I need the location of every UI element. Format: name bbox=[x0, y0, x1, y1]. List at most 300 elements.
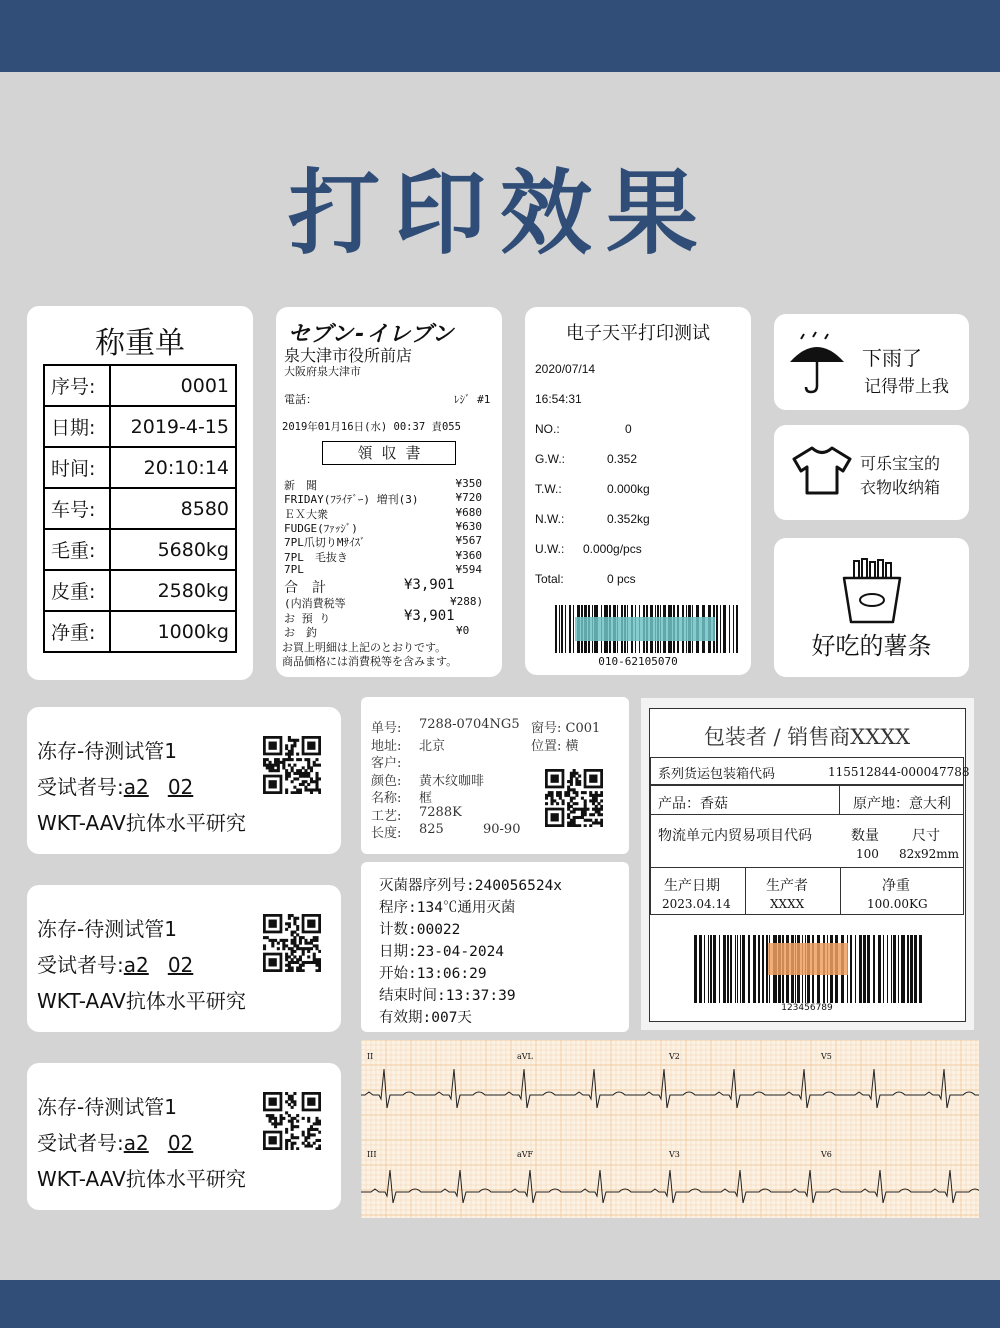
qr-module bbox=[302, 969, 305, 972]
qr-module bbox=[291, 744, 294, 747]
qr-module bbox=[315, 944, 318, 947]
qr-module bbox=[288, 925, 291, 928]
qr-module bbox=[318, 764, 321, 767]
qr-module bbox=[271, 944, 274, 947]
qr-module bbox=[581, 791, 584, 794]
qr-module bbox=[266, 764, 269, 767]
qr-module bbox=[293, 922, 296, 925]
qr-module bbox=[573, 769, 576, 772]
qr-module bbox=[291, 933, 294, 936]
qr-module bbox=[277, 766, 280, 769]
qr-module bbox=[597, 802, 600, 805]
barcode-bar bbox=[561, 605, 563, 653]
order-row-value: 825 bbox=[419, 822, 444, 837]
qr-module bbox=[315, 939, 318, 942]
qr-module bbox=[304, 786, 307, 789]
qr-module bbox=[266, 1114, 269, 1117]
tube-subject-a: a2 bbox=[123, 775, 149, 799]
qr-module bbox=[313, 788, 316, 791]
receipt-item bbox=[284, 563, 482, 577]
qr-module bbox=[296, 788, 299, 791]
qr-module bbox=[315, 1139, 318, 1142]
qr-module bbox=[595, 821, 598, 824]
umbrella-line-1: 下雨了 bbox=[862, 346, 922, 370]
barcode-bar bbox=[859, 935, 862, 1003]
qr-module bbox=[575, 791, 578, 794]
qr-module bbox=[313, 1142, 316, 1145]
qr-module bbox=[291, 969, 294, 972]
qr-module bbox=[315, 1120, 318, 1123]
qr-module bbox=[293, 1125, 296, 1128]
qr-module bbox=[584, 824, 587, 827]
carton-trade-label: 物流单元内贸易项目代码 bbox=[658, 828, 812, 844]
qr-module bbox=[562, 799, 565, 802]
carton-label bbox=[641, 698, 974, 1030]
qr-module bbox=[313, 761, 316, 764]
receipt-item-name: ＥＸ大衆 bbox=[284, 507, 328, 521]
qr-module bbox=[567, 786, 570, 789]
qr-module bbox=[310, 791, 313, 794]
ecg-lead-label: aVL bbox=[517, 1052, 533, 1061]
qr-module bbox=[304, 788, 307, 791]
qr-module bbox=[567, 780, 570, 783]
tube-subject bbox=[37, 949, 193, 978]
qr-module bbox=[307, 947, 310, 950]
barcode-bar bbox=[748, 935, 750, 1003]
qr-module bbox=[277, 769, 280, 772]
qr-module bbox=[293, 920, 296, 923]
qr-module bbox=[581, 808, 584, 811]
qr-module bbox=[299, 966, 302, 969]
qr-module bbox=[302, 950, 305, 953]
ecg-lead-label: III bbox=[367, 1150, 377, 1159]
qr-module bbox=[600, 821, 603, 824]
qr-module bbox=[548, 791, 551, 794]
qr-module bbox=[597, 794, 600, 797]
table-row: 车号: 8580 bbox=[44, 488, 236, 529]
order-row-key: 工艺: bbox=[371, 808, 402, 824]
qr-module bbox=[299, 791, 302, 794]
barcode-bar bbox=[719, 935, 720, 1003]
barcode-bar bbox=[762, 935, 764, 1003]
qr-module bbox=[307, 961, 310, 964]
qr-module bbox=[285, 939, 288, 942]
receipt-change-label: お 釣 bbox=[284, 626, 317, 639]
qr-module bbox=[296, 917, 299, 920]
order-dims: 90-90 bbox=[483, 822, 521, 837]
qr-module bbox=[545, 797, 548, 800]
qr-module bbox=[277, 764, 280, 767]
qr-module bbox=[573, 816, 576, 819]
balance-barcode-number: 010-62105070 bbox=[598, 655, 678, 668]
balance-row-key: N.W.: bbox=[535, 512, 565, 526]
qr-module bbox=[274, 758, 277, 761]
qr-module bbox=[296, 777, 299, 780]
barcode-bar bbox=[699, 935, 702, 1003]
qr-module bbox=[299, 769, 302, 772]
qr-module bbox=[263, 947, 266, 950]
qr-module bbox=[551, 797, 554, 800]
table-row: 皮重: 2580kg bbox=[44, 570, 236, 611]
tube-label bbox=[27, 707, 341, 854]
receipt-tax-label: (内消費税等 bbox=[284, 597, 346, 610]
qr-module bbox=[592, 799, 595, 802]
qr-module bbox=[310, 777, 313, 780]
qr-module bbox=[296, 925, 299, 928]
qr-module bbox=[293, 1142, 296, 1145]
qr-module bbox=[589, 819, 592, 822]
qr-module bbox=[291, 747, 294, 750]
qr-module bbox=[589, 824, 592, 827]
qr-module bbox=[315, 958, 318, 961]
qr-module bbox=[307, 1131, 310, 1134]
qr-module bbox=[291, 1120, 294, 1123]
qr-module bbox=[313, 1133, 316, 1136]
qr-module bbox=[315, 969, 318, 972]
receipt-paid-value: ¥3,901 bbox=[404, 608, 455, 624]
qr-module bbox=[291, 780, 294, 783]
qr-module bbox=[553, 799, 556, 802]
receipt-total-value: ¥3,901 bbox=[404, 577, 455, 593]
qr-module bbox=[318, 1122, 321, 1125]
qr-module bbox=[291, 1122, 294, 1125]
qr-module bbox=[296, 958, 299, 961]
qr-module bbox=[575, 772, 578, 775]
qr-module bbox=[318, 777, 321, 780]
qr-module bbox=[285, 775, 288, 778]
qr-module bbox=[296, 1147, 299, 1150]
qr-module bbox=[285, 1092, 288, 1095]
qr-module bbox=[302, 1117, 305, 1120]
qr-module bbox=[302, 783, 305, 786]
qr-module bbox=[296, 758, 299, 761]
qr-module bbox=[307, 1142, 310, 1145]
carton-origin: 原产地：意大利 bbox=[853, 796, 951, 812]
qr-module bbox=[570, 775, 573, 778]
qr-module bbox=[296, 772, 299, 775]
qr-module bbox=[575, 777, 578, 780]
qr-module bbox=[570, 799, 573, 802]
qr-module bbox=[548, 794, 551, 797]
qr-module bbox=[575, 824, 578, 827]
order-row-key: 颜色: bbox=[371, 773, 402, 789]
qr-module bbox=[315, 786, 318, 789]
qr-module bbox=[318, 969, 321, 972]
receipt-item-price: ¥350 bbox=[455, 477, 482, 490]
barcode-bar bbox=[713, 935, 716, 1003]
qr-module bbox=[285, 753, 288, 756]
qr-module bbox=[318, 791, 321, 794]
carton-product: 产品：香菇 bbox=[658, 796, 728, 812]
page-title: 打印效果 bbox=[287, 160, 712, 267]
barcode-bar bbox=[716, 605, 718, 653]
qr-module bbox=[288, 1139, 291, 1142]
receipt bbox=[276, 307, 502, 677]
qr-module bbox=[304, 775, 307, 778]
receipt-item-price: ¥360 bbox=[455, 548, 482, 562]
receipt-item-price: ¥680 bbox=[455, 505, 482, 519]
barcode-bar bbox=[878, 935, 881, 1003]
qr-module bbox=[589, 813, 592, 816]
barcode-bar bbox=[710, 935, 712, 1003]
order-row-key: 客户: bbox=[371, 756, 402, 771]
qr-module bbox=[291, 931, 294, 934]
qr-module bbox=[293, 939, 296, 942]
qr-module bbox=[299, 775, 302, 778]
qr-module bbox=[288, 1095, 291, 1098]
qr-module bbox=[296, 1136, 299, 1139]
barcode-bar bbox=[758, 935, 760, 1003]
qr-module bbox=[293, 1103, 296, 1106]
qr-module bbox=[282, 947, 285, 950]
qr-module bbox=[299, 964, 302, 967]
qr-module bbox=[288, 775, 291, 778]
tube-study: WKT-AAV抗体水平研究 bbox=[37, 989, 246, 1013]
barcode-bar bbox=[893, 935, 896, 1003]
qr-finder bbox=[589, 775, 597, 783]
sterilizer-row: 计数:00022 bbox=[379, 922, 461, 938]
qr-module bbox=[313, 1128, 316, 1131]
qr-module bbox=[592, 802, 595, 805]
qr-module bbox=[291, 739, 294, 742]
qr-module bbox=[296, 753, 299, 756]
qr-module bbox=[269, 939, 272, 942]
qr-module bbox=[318, 964, 321, 967]
weighing-title: 称重单 bbox=[95, 326, 185, 361]
qr-module bbox=[581, 813, 584, 816]
qr-module bbox=[318, 1139, 321, 1142]
qr-module bbox=[269, 766, 272, 769]
qr-module bbox=[573, 819, 576, 822]
qr-module bbox=[285, 928, 288, 931]
qr-module bbox=[293, 742, 296, 745]
receipt-item-name: 7PL bbox=[284, 562, 304, 576]
qr-module bbox=[302, 964, 305, 967]
qr-module bbox=[285, 922, 288, 925]
qr-module bbox=[307, 1144, 310, 1147]
qr-module bbox=[310, 1144, 313, 1147]
qr-module bbox=[302, 1133, 305, 1136]
qr-module bbox=[564, 791, 567, 794]
qr-module bbox=[285, 955, 288, 958]
qr-module bbox=[277, 942, 280, 945]
carton-code-label: 系列货运包装箱代码 bbox=[658, 767, 776, 782]
order-row-value: 7288-0704NG5 bbox=[419, 717, 520, 732]
receipt-item-name: 7PL爪切りMｻｲｽﾞ bbox=[284, 536, 366, 550]
qr-module bbox=[570, 805, 573, 808]
balance-date: 2020/07/14 bbox=[535, 362, 596, 376]
qr-module bbox=[551, 794, 554, 797]
barcode-bar bbox=[907, 935, 909, 1003]
qr-module bbox=[318, 966, 321, 969]
receipt-footer-1: お買上明細は上記のとおりです。 bbox=[282, 641, 447, 654]
qr-module bbox=[285, 1142, 288, 1145]
qr-module bbox=[575, 794, 578, 797]
weighing-table bbox=[43, 364, 237, 653]
qr-module bbox=[307, 766, 310, 769]
qr-module bbox=[291, 769, 294, 772]
qr-module bbox=[573, 821, 576, 824]
qr-module bbox=[296, 1114, 299, 1117]
qr-module bbox=[282, 939, 285, 942]
qr-module bbox=[570, 819, 573, 822]
qr-module bbox=[271, 769, 274, 772]
umbrella-label bbox=[774, 314, 969, 410]
qr-module bbox=[271, 942, 274, 945]
qr-module bbox=[291, 1100, 294, 1103]
order-row-value: 黄木纹咖啡 bbox=[419, 773, 485, 789]
qr-module bbox=[288, 755, 291, 758]
qr-module bbox=[288, 772, 291, 775]
qr-module bbox=[293, 772, 296, 775]
qr-module bbox=[567, 788, 570, 791]
qr-module bbox=[313, 944, 316, 947]
qr-module bbox=[575, 816, 578, 819]
qr-module bbox=[299, 942, 302, 945]
balance-row-value: 0 bbox=[625, 422, 632, 436]
carton-date-label: 生产日期 bbox=[664, 878, 720, 894]
qr-module bbox=[592, 821, 595, 824]
qr-module bbox=[299, 936, 302, 939]
qr-finder bbox=[307, 920, 315, 928]
bottom-banner bbox=[0, 1280, 1000, 1328]
barcode-bar bbox=[887, 935, 888, 1003]
tube-title: 冻存-待测试管1 bbox=[37, 917, 177, 941]
receipt-item-price: ¥594 bbox=[455, 562, 482, 576]
qr-finder bbox=[269, 920, 277, 928]
qr-module bbox=[595, 808, 598, 811]
qr-module bbox=[592, 794, 595, 797]
qr-module bbox=[271, 1122, 274, 1125]
qr-module bbox=[573, 775, 576, 778]
qr-module bbox=[567, 794, 570, 797]
qr-module bbox=[310, 939, 313, 942]
qr-module bbox=[304, 1139, 307, 1142]
qr-module bbox=[313, 780, 316, 783]
qr-module bbox=[313, 958, 316, 961]
ecg-lead-label: V2 bbox=[669, 1052, 680, 1061]
qr-module bbox=[559, 791, 562, 794]
qr-module bbox=[581, 797, 584, 800]
qr-module bbox=[600, 813, 603, 816]
qr-module bbox=[288, 1114, 291, 1117]
carton-size-value: 82x92mm bbox=[899, 847, 960, 861]
tube-label bbox=[27, 885, 341, 1032]
qr-module bbox=[595, 799, 598, 802]
qr-module bbox=[315, 1122, 318, 1125]
balance-barcode bbox=[555, 605, 741, 653]
qr-module bbox=[282, 942, 285, 945]
qr-module bbox=[578, 808, 581, 811]
qr-module bbox=[274, 761, 277, 764]
carton-qty-value: 100 bbox=[856, 847, 879, 861]
receipt-item-name: FRIDAY(ﾌﾗｲﾃﾞｰ) 増刊(3) bbox=[284, 493, 419, 507]
qr-module bbox=[310, 1128, 313, 1131]
barcode-bar bbox=[573, 605, 574, 653]
qr-module bbox=[288, 750, 291, 753]
qr-module bbox=[285, 953, 288, 956]
qr-module bbox=[285, 944, 288, 947]
receipt-tax-value: ¥288) bbox=[450, 595, 484, 608]
weighing-slip bbox=[27, 306, 253, 680]
qr-module bbox=[589, 794, 592, 797]
qr-module bbox=[277, 1122, 280, 1125]
tube-subject-b: 02 bbox=[167, 1131, 194, 1155]
qr-module bbox=[274, 769, 277, 772]
qr-module bbox=[559, 794, 562, 797]
qr-module bbox=[567, 791, 570, 794]
qr-module bbox=[263, 761, 266, 764]
sterilizer-row: 有效期:007天 bbox=[379, 1010, 472, 1026]
qr-module bbox=[266, 766, 269, 769]
qr-module bbox=[280, 1120, 283, 1123]
qr-module bbox=[315, 777, 318, 780]
order-row-key: 长度: bbox=[371, 826, 402, 841]
qr-module bbox=[597, 810, 600, 813]
qr-module bbox=[274, 1120, 277, 1123]
qr-module bbox=[575, 780, 578, 783]
qr-module bbox=[584, 799, 587, 802]
qr-module bbox=[315, 780, 318, 783]
carton-weight-label: 净重 bbox=[882, 878, 910, 894]
qr-module bbox=[291, 939, 294, 942]
qr-module bbox=[595, 805, 598, 808]
barcode-highlight bbox=[575, 617, 715, 641]
qr-module bbox=[299, 772, 302, 775]
qr-module bbox=[299, 788, 302, 791]
qr-module bbox=[562, 802, 565, 805]
qr-module bbox=[315, 964, 318, 967]
barcode-bar bbox=[901, 935, 905, 1003]
qr-module bbox=[584, 808, 587, 811]
qr-module bbox=[269, 761, 272, 764]
barcode-bar bbox=[704, 935, 705, 1003]
qr-module bbox=[313, 936, 316, 939]
receipt-total-label: 合 計 bbox=[284, 580, 326, 596]
qr-module bbox=[282, 766, 285, 769]
barcode-bar bbox=[863, 935, 866, 1003]
qr-module bbox=[291, 942, 294, 945]
barcode-bar bbox=[873, 935, 875, 1003]
qr-module bbox=[318, 950, 321, 953]
receipt-item bbox=[284, 520, 482, 534]
qr-module bbox=[299, 947, 302, 950]
qr-module bbox=[315, 772, 318, 775]
qr-module bbox=[318, 1147, 321, 1150]
qr-module bbox=[313, 955, 316, 958]
qr-module bbox=[293, 955, 296, 958]
ecg-strip bbox=[361, 1040, 979, 1218]
qr-module bbox=[285, 964, 288, 967]
order-row-value: 框 bbox=[419, 791, 433, 806]
qr-module bbox=[595, 810, 598, 813]
qr-module bbox=[269, 1120, 272, 1123]
qr-module bbox=[578, 780, 581, 783]
qr-module bbox=[285, 769, 288, 772]
qr-module bbox=[288, 922, 291, 925]
qr-module bbox=[296, 966, 299, 969]
qr-module bbox=[556, 794, 559, 797]
qr-module bbox=[296, 1120, 299, 1123]
qr-module bbox=[310, 961, 313, 964]
qr-module bbox=[285, 1100, 288, 1103]
order-row-value: 7288K bbox=[419, 804, 462, 820]
qr-module bbox=[302, 1131, 305, 1134]
qr-module bbox=[293, 944, 296, 947]
qr-module bbox=[595, 794, 598, 797]
qr-module bbox=[288, 753, 291, 756]
qr-code-icon bbox=[263, 736, 321, 794]
